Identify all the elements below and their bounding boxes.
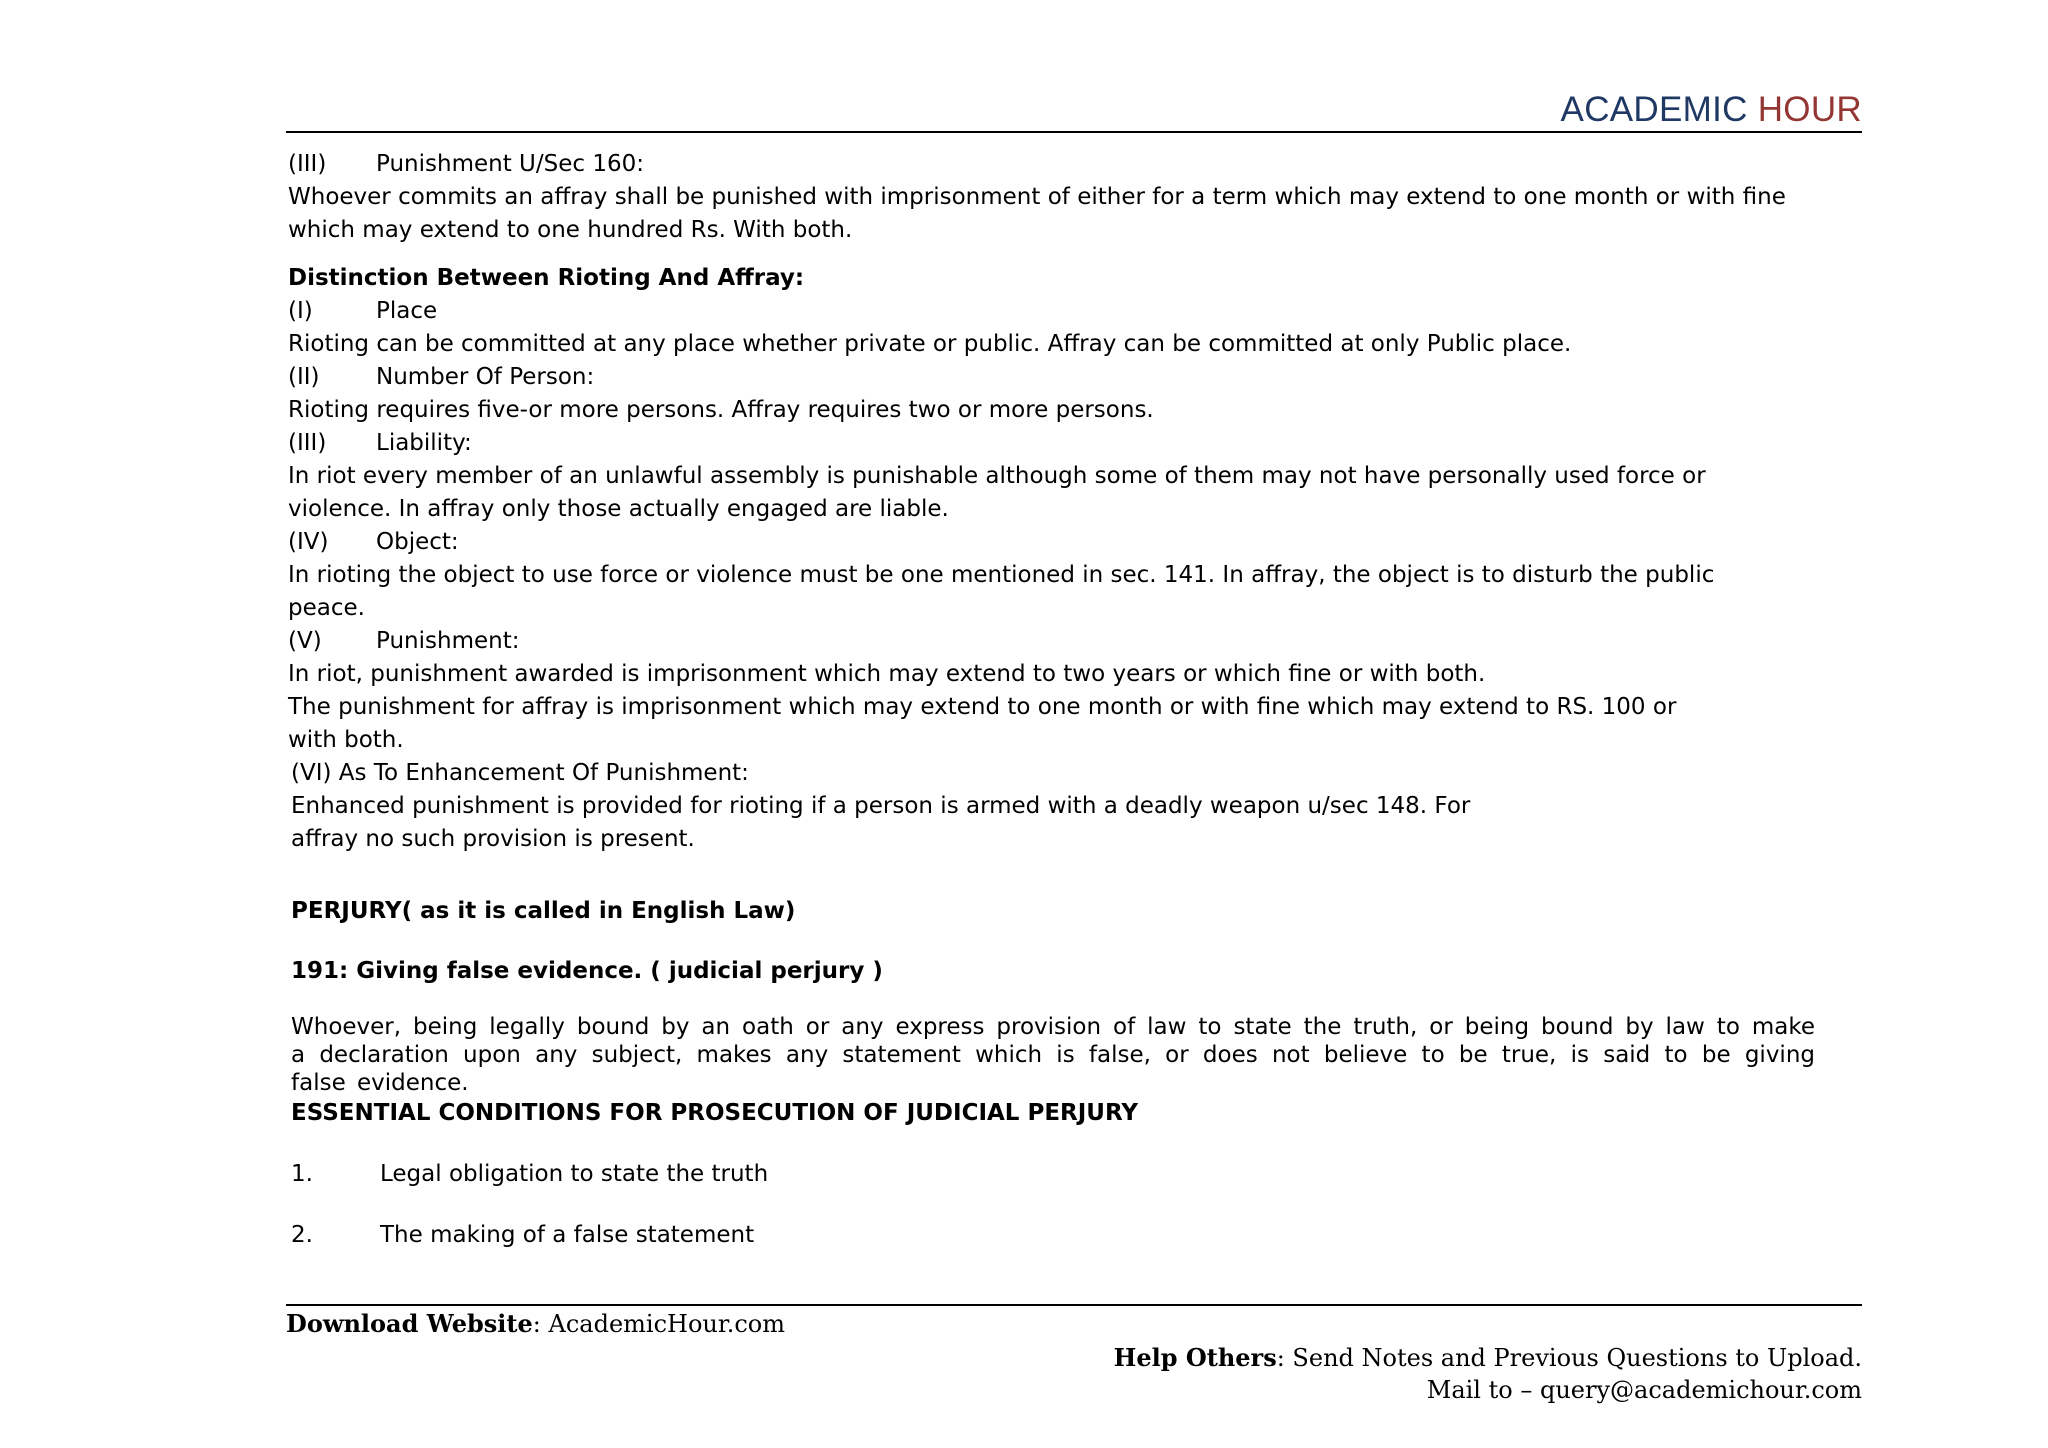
brand-logo xyxy=(1561,88,1862,132)
distinction-iv-heading-text: Object: xyxy=(376,529,459,555)
condition-item xyxy=(291,1219,754,1252)
brand-hour: HOUR xyxy=(1757,90,1862,129)
distinction-i-text: Rioting can be committed at any place whether private or public. Affray can be committed at only Public place. xyxy=(288,331,1572,357)
footer-help xyxy=(1114,1341,1862,1375)
distinction-v-text-line2: The punishment for affray is imprisonment which may extend to one month or with fine which may extend to RS. 100 or xyxy=(288,694,1677,720)
brand-academic: ACADEMIC xyxy=(1560,90,1748,129)
distinction-iii-text-line2: violence. In affray only those actually engaged are liable. xyxy=(288,496,949,522)
distinction-title: Distinction Between Rioting And Affray: xyxy=(288,265,805,291)
footer-download-value: : AcademicHour.com xyxy=(532,1310,785,1338)
distinction-ii-label: (II) xyxy=(288,364,320,390)
distinction-v-label: (V) xyxy=(288,628,322,654)
condition-text: The making of a false statement xyxy=(380,1222,755,1248)
distinction-vi-text-line1: Enhanced punishment is provided for rioting if a person is armed with a deadly weapon u/sec 148. For xyxy=(291,793,1471,819)
condition-number: 1. xyxy=(291,1161,313,1187)
sec160-text-line2: which may extend to one hundred Rs. With both. xyxy=(288,217,853,243)
distinction-vi-heading: (VI) As To Enhancement Of Punishment: xyxy=(291,760,749,786)
distinction-ii-text: Rioting requires five-or more persons. Affray requires two or more persons. xyxy=(288,397,1154,423)
sec160-heading-text: Punishment U/Sec 160: xyxy=(376,151,644,177)
footer-help-value: : Send Notes and Previous Questions to Upload. xyxy=(1276,1344,1862,1372)
perjury-title: PERJURY( as it is called in English Law) xyxy=(291,898,796,924)
distinction-i-heading-text: Place xyxy=(376,298,438,324)
conditions-title: ESSENTIAL CONDITIONS FOR PROSECUTION OF JUDICIAL PERJURY xyxy=(291,1100,1139,1126)
distinction-iv-text-line1: In rioting the object to use force or violence must be one mentioned in sec. 141. In affray, the object is to disturb the public xyxy=(288,562,1715,588)
distinction-v-text-line3: with both. xyxy=(288,727,404,753)
distinction-vi-text-line2: affray no such provision is present. xyxy=(291,826,695,852)
footer-rule xyxy=(286,1304,1862,1306)
distinction-ii-heading xyxy=(288,361,594,394)
condition-text: Legal obligation to state the truth xyxy=(380,1161,769,1187)
header-rule xyxy=(286,131,1862,133)
footer-download-label: Download Website xyxy=(286,1309,533,1338)
distinction-iv-text-line2: peace. xyxy=(288,595,365,621)
distinction-v-heading-text: Punishment: xyxy=(376,628,520,654)
distinction-v-heading xyxy=(288,625,519,658)
condition-number: 2. xyxy=(291,1222,313,1248)
distinction-iii-heading xyxy=(288,427,472,460)
footer-download xyxy=(286,1307,785,1341)
footer-mail: Mail to – query@academichour.com xyxy=(1426,1376,1862,1404)
distinction-v-text-line1: In riot, punishment awarded is imprisonment which may extend to two years or which fine or with both. xyxy=(288,661,1486,687)
condition-item xyxy=(291,1158,768,1191)
distinction-iii-text-line1: In riot every member of an unlawful assembly is punishable although some of them may not have personally used force or xyxy=(288,463,1706,489)
distinction-iii-heading-text: Liability: xyxy=(376,430,472,456)
sec160-label: (III) xyxy=(288,151,327,177)
distinction-i-heading xyxy=(288,295,437,328)
distinction-i-label: (I) xyxy=(288,298,313,324)
distinction-iii-label: (III) xyxy=(288,430,327,456)
sec160-text-line1: Whoever commits an affray shall be punished with imprisonment of either for a term which may extend to one month or with fine xyxy=(288,184,1786,210)
footer-help-label: Help Others xyxy=(1113,1343,1277,1372)
distinction-iv-label: (IV) xyxy=(288,529,329,555)
sec160-heading xyxy=(288,148,644,181)
section-191-title: 191: Giving false evidence. ( judicial perjury ) xyxy=(291,958,883,984)
distinction-iv-heading xyxy=(288,526,459,559)
distinction-ii-heading-text: Number Of Person: xyxy=(376,364,595,390)
section-191-definition: Whoever, being legally bound by an oath or any express provision of law to state the truth, or being bound by law to make a declaration upon any subject, makes any statement which is false, or does not believe to be true, is said to be giving false evidence. xyxy=(291,1014,1815,1096)
